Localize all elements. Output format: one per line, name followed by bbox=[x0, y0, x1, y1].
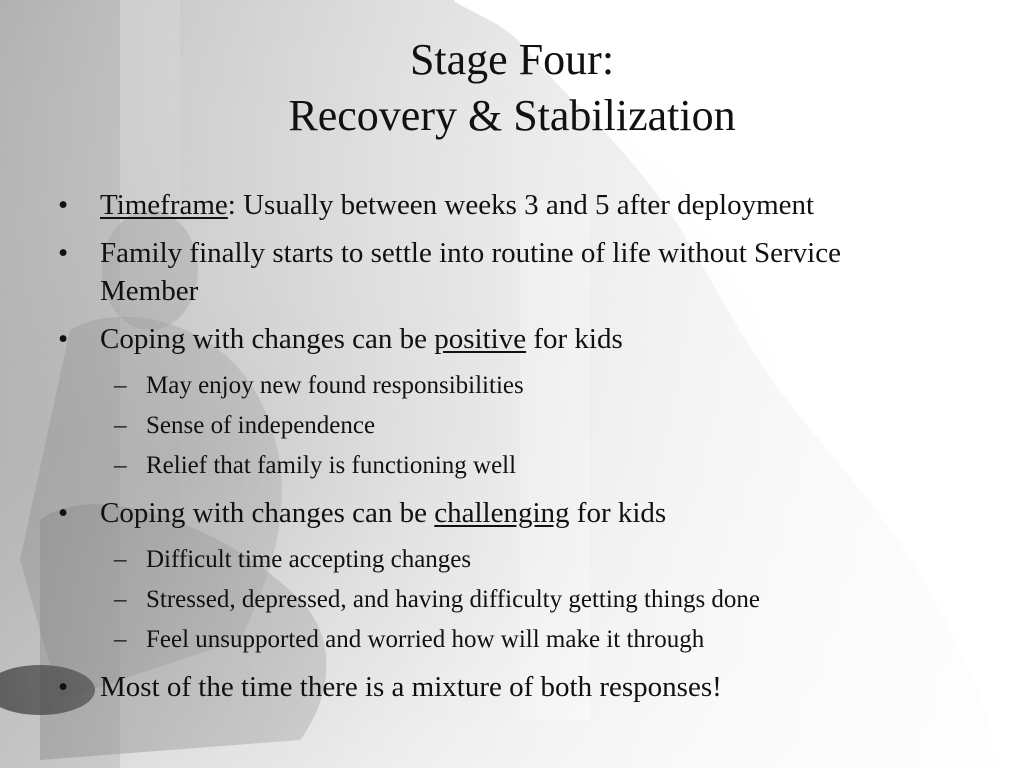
bullet-marker: • bbox=[58, 237, 69, 269]
sub-bullet bbox=[58, 540, 938, 580]
bullet-marker: • bbox=[58, 323, 69, 355]
bullet-text: Most of the time there is a mixture of both responses! bbox=[100, 671, 722, 703]
positive-sublist bbox=[58, 366, 938, 486]
sub-bullet bbox=[58, 580, 938, 620]
bullet-coping-challenging bbox=[58, 494, 938, 532]
dash-marker: – bbox=[114, 586, 127, 613]
timeframe-label: Timeframe bbox=[100, 189, 228, 221]
emphasis-positive: positive bbox=[434, 323, 527, 355]
bullet-marker: • bbox=[58, 497, 69, 529]
sub-bullet-text: Relief that family is functioning well bbox=[146, 452, 517, 479]
sub-bullet-text: Sense of independence bbox=[146, 412, 376, 439]
challenging-sublist bbox=[58, 540, 938, 660]
bullet-family-settles bbox=[58, 234, 938, 310]
bullet-text-suffix: for kids bbox=[569, 497, 667, 529]
bullet-coping-positive bbox=[58, 320, 938, 358]
timeframe-text: : Usually between weeks 3 and 5 after deployment bbox=[227, 189, 815, 221]
dash-marker: – bbox=[114, 626, 127, 653]
sub-bullet-text: Feel unsupported and worried how will make it through bbox=[146, 626, 705, 653]
bullet-mixture bbox=[58, 668, 938, 706]
slide-title bbox=[0, 32, 1024, 144]
sub-bullet-text: Difficult time accepting changes bbox=[146, 546, 472, 573]
bullet-text: Family finally starts to settle into routine of life without Service Member bbox=[100, 237, 841, 307]
sub-bullet bbox=[58, 366, 938, 406]
sub-bullet-text: Stressed, depressed, and having difficulty getting things done bbox=[146, 586, 761, 613]
title-line-1: Stage Four: bbox=[409, 35, 615, 84]
sub-bullet-text: May enjoy new found responsibilities bbox=[146, 372, 524, 399]
sub-bullet bbox=[58, 406, 938, 446]
bullet-text-prefix: Coping with changes can be bbox=[100, 497, 435, 529]
bullet-text-prefix: Coping with changes can be bbox=[100, 323, 435, 355]
bullet-timeframe bbox=[58, 186, 938, 224]
sub-bullet bbox=[58, 446, 938, 486]
title-line-2: Recovery & Stabilization bbox=[288, 91, 736, 140]
sub-bullet bbox=[58, 620, 938, 660]
dash-marker: – bbox=[114, 452, 127, 479]
dash-marker: – bbox=[114, 412, 127, 439]
dash-marker: – bbox=[114, 546, 127, 573]
dash-marker: – bbox=[114, 372, 127, 399]
bullet-marker: • bbox=[58, 189, 69, 221]
bullet-marker: • bbox=[58, 671, 69, 703]
bullet-list bbox=[58, 186, 938, 716]
emphasis-challenging: challenging bbox=[434, 497, 570, 529]
bullet-text-suffix: for kids bbox=[526, 323, 623, 355]
